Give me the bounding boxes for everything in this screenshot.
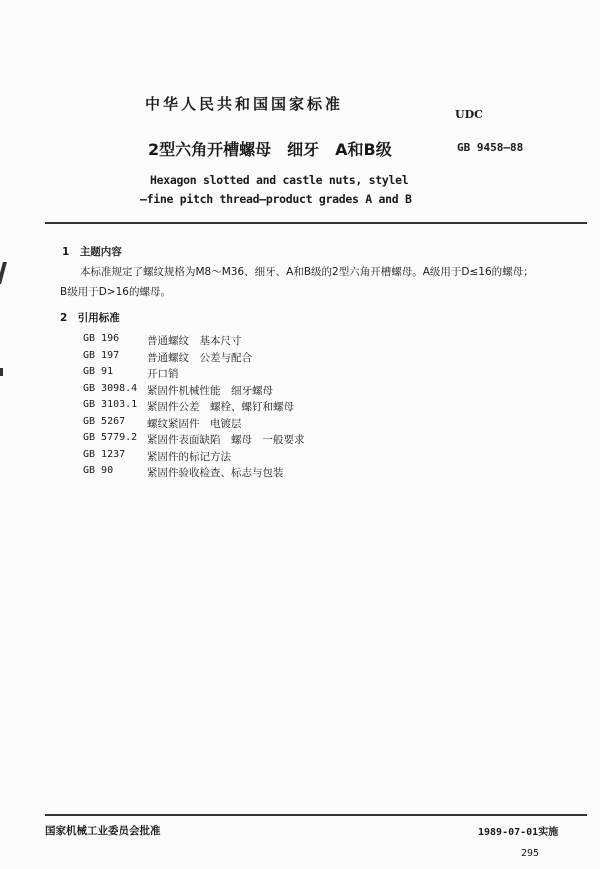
reference-title: 普通螺纹 基本尺寸: [147, 335, 242, 347]
page-number: 295: [521, 848, 540, 859]
reference-title: 普通螺纹 公差与配合: [147, 351, 252, 364]
reference-title: 开口销: [147, 368, 179, 380]
english-title-line1: Hexagon slotted and castle nuts, stylel: [150, 173, 409, 187]
scan-artifact: [0, 262, 7, 284]
reference-title: 螺纹紧固件 电镀层: [147, 417, 242, 430]
standard-name: 中华人民共和国国家标准: [145, 95, 344, 113]
section1-para-line2: B级用于D>16的螺母。: [60, 286, 171, 298]
reference-title: 紧固件的标记方法: [147, 450, 231, 463]
reference-code: GB 5779.2: [83, 432, 138, 443]
reference-code: GB 90: [83, 465, 114, 476]
english-title-line2: —fine pitch thread—product grades A and B: [140, 192, 412, 206]
reference-code: GB 5267: [83, 415, 126, 427]
reference-title: 紧固件验收检查、标志与包装: [147, 467, 284, 479]
header-divider: [45, 222, 587, 224]
document-title: 2型六角开槽螺母 细牙 A和B级: [148, 140, 392, 159]
reference-code: GB 3103.1: [83, 399, 138, 410]
udc-label: UDC: [455, 108, 483, 121]
footer-divider: [45, 814, 587, 816]
section1-para-line1: 本标准规定了螺纹规格为M8～M36、细牙、A和B级的2型六角开槽螺母。A级用于D≤16的螺母；: [80, 266, 534, 278]
effective-date: 1989-07-01实施: [478, 827, 559, 838]
reference-code: GB 1237: [83, 448, 126, 460]
section2-heading: 2 引用标准: [60, 312, 120, 324]
reference-code: GB 197: [83, 349, 120, 361]
standard-number: GB 9458—88: [457, 141, 524, 154]
reference-code: GB 196: [83, 333, 120, 344]
reference-title: 紧固件机械性能 细牙螺母: [147, 384, 273, 397]
reference-title: 紧固件公差 螺栓、螺钉和螺母: [147, 401, 294, 413]
approver: 国家机械工业委员会批准: [45, 825, 161, 837]
reference-code: GB 91: [83, 366, 114, 377]
reference-code: GB 3098.4: [83, 382, 138, 394]
reference-title: 紧固件表面缺陷 螺母 一般要求: [147, 434, 305, 446]
scan-artifact: [0, 368, 3, 376]
section1-heading: 1 主题内容: [62, 246, 122, 258]
